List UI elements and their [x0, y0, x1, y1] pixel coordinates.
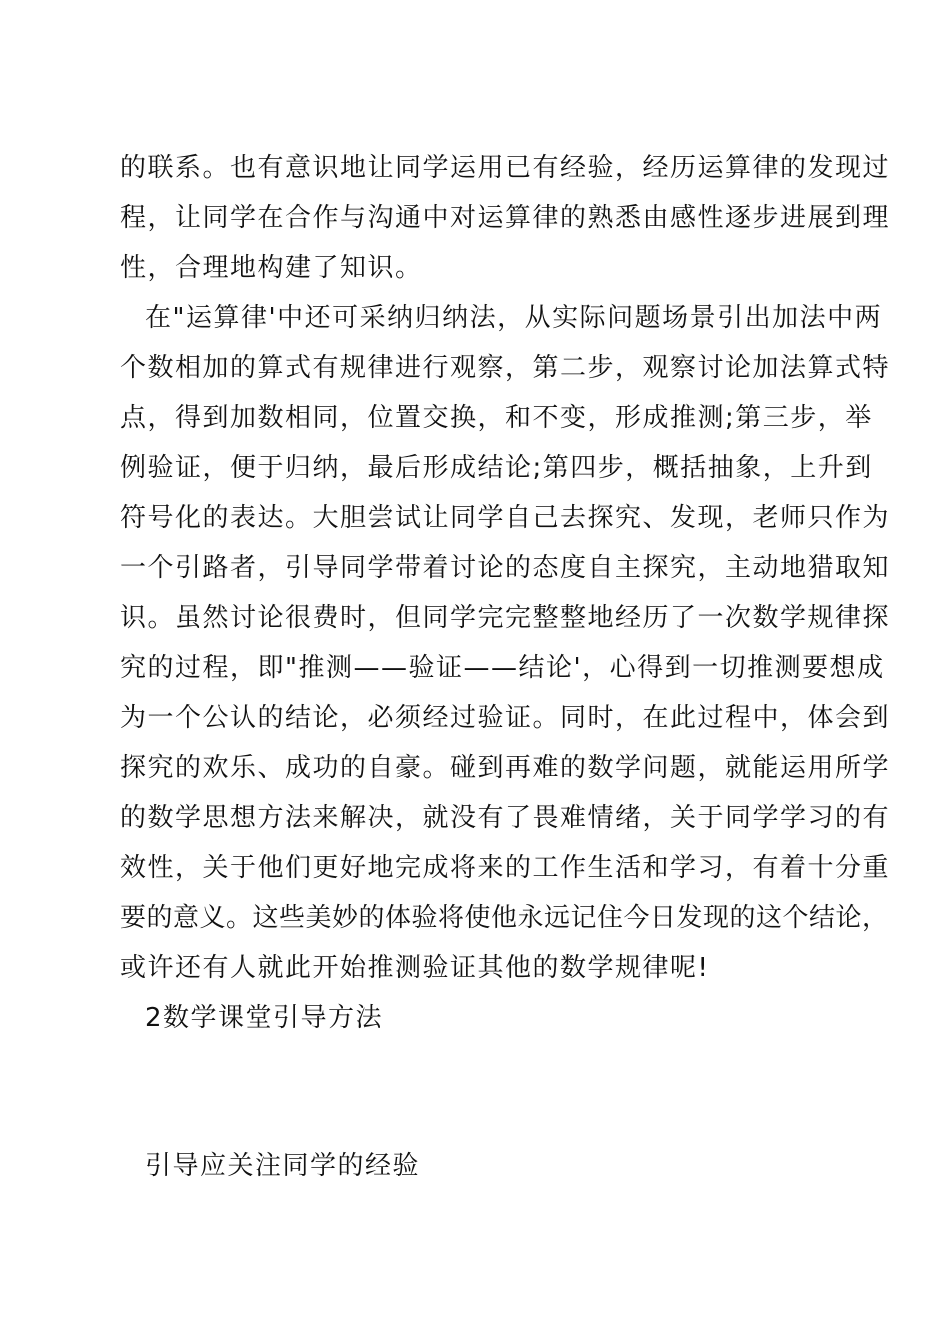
paragraph-2-line-2: 个数相加的算式有规律进行观察，第二步，观察讨论加法算式特	[120, 353, 891, 383]
paragraph-1-line-2: 程，让同学在合作与沟通中对运算律的熟悉由感性逐步进展到理	[120, 203, 891, 233]
paragraph-2-line-5: 符号化的表达。大胆尝试让同学自己去探究、发现，老师只作为	[120, 503, 891, 533]
paragraph-2-line-10: 探究的欢乐、成功的自豪。碰到再难的数学问题，就能运用所学	[120, 753, 891, 783]
subsection-heading: 引导应关注同学的经验	[145, 1151, 421, 1181]
paragraph-2-line-3: 点，得到加数相同，位置交换，和不变，形成推测;第三步，举	[120, 403, 873, 433]
paragraph-2-line-12: 效性，关于他们更好地完成将来的工作生活和学习，有着十分重	[120, 853, 891, 883]
paragraph-2-line-4: 例验证，便于归纳，最后形成结论;第四步，概括抽象，上升到	[120, 453, 873, 483]
paragraph-2-line-6: 一个引路者，引导同学带着讨论的态度自主探究，主动地猎取知	[120, 553, 891, 583]
paragraph-1-line-1: 的联系。也有意识地让同学运用已有经验，经历运算律的发现过	[120, 153, 891, 183]
paragraph-1-line-3: 性，合理地构建了知识。	[120, 253, 423, 283]
section-heading: 2数学课堂引导方法	[145, 1003, 384, 1033]
paragraph-2-line-11: 的数学思想方法来解决，就没有了畏难情绪，关于同学学习的有	[120, 803, 891, 833]
paragraph-2-line-1: 在"运算律'中还可采纳归纳法，从实际问题场景引出加法中两	[145, 303, 883, 333]
paragraph-2-line-8: 究的过程，即"推测——验证——结论'，心得到一切推测要想成	[120, 653, 885, 683]
paragraph-2-line-7: 识。虽然讨论很费时，但同学完完整整地经历了一次数学规律探	[120, 603, 891, 633]
paragraph-2-line-9: 为一个公认的结论，必须经过验证。同时，在此过程中，体会到	[120, 703, 891, 733]
paragraph-2-line-13: 要的意义。这些美妙的体验将使他永远记住今日发现的这个结论，	[120, 903, 889, 933]
paragraph-2-line-14: 或许还有人就此开始推测验证其他的数学规律呢!	[120, 953, 710, 983]
